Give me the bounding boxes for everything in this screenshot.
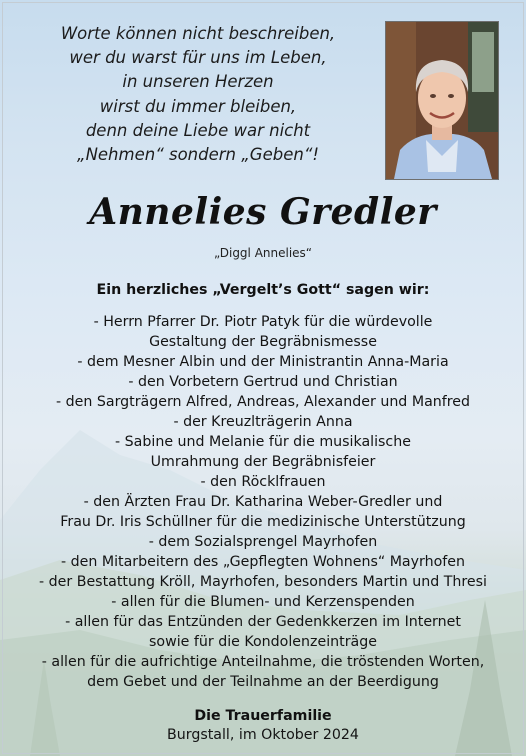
thanks-line: - den Vorbetern Gertrud und Christian bbox=[128, 374, 398, 390]
thanks-line: - allen für die Blumen- und Kerzenspenden bbox=[111, 594, 415, 610]
poem-line: in unseren Herzen bbox=[122, 72, 274, 92]
poem-line: Worte können nicht beschreiben, bbox=[60, 24, 336, 43]
thanks-line: - Herrn Pfarrer Dr. Piotr Patyk für die würdevolle bbox=[93, 314, 433, 330]
signature-place-date: Burgstall, im Oktober 2024 bbox=[167, 727, 359, 743]
thanks-list bbox=[0, 312, 526, 692]
signature-family: Die Trauerfamilie bbox=[194, 708, 332, 724]
poem-line: denn deine Liebe war nicht bbox=[85, 120, 311, 140]
thanks-line: - den Röcklfrauen bbox=[200, 474, 326, 490]
thanks-line: Umrahmung der Begräbnisfeier bbox=[150, 454, 376, 470]
thanks-line: - dem Sozialsprengel Mayrhofen bbox=[148, 534, 378, 550]
thanks-line: Frau Dr. Iris Schüllner für die medizinische Unterstützung bbox=[60, 514, 466, 530]
poem-line: wer du warst für uns im Leben, bbox=[69, 48, 327, 68]
thanks-line: - den Sargträgern Alfred, Andreas, Alexander und Manfred bbox=[56, 394, 470, 410]
thanks-line: Gestaltung der Begräbnismesse bbox=[149, 334, 377, 350]
thanks-line: - den Mitarbeitern des „Gepflegten Wohnens“ Mayrhofen bbox=[61, 554, 465, 570]
thanks-line: sowie für die Kondolenzeinträge bbox=[149, 634, 377, 650]
poem-line: wirst du immer bleiben, bbox=[99, 96, 297, 116]
portrait-photo bbox=[385, 21, 499, 180]
thanks-line: - Sabine und Melanie für die musikalische bbox=[115, 434, 411, 450]
memorial-poem bbox=[38, 22, 358, 167]
thanks-line: - dem Mesner Albin und der Ministrantin Anna-Maria bbox=[77, 354, 449, 370]
thanks-heading: Ein herzliches „Vergelt’s Gott“ sagen wir: bbox=[96, 282, 430, 298]
deceased-nickname: „Diggl Annelies“ bbox=[213, 246, 313, 260]
thanks-line: - der Bestattung Kröll, Mayrhofen, besonders Martin und Thresi bbox=[39, 574, 487, 590]
thanks-line: - den Ärzten Frau Dr. Katharina Weber-Gredler und bbox=[83, 494, 443, 510]
thanks-line: - allen für die aufrichtige Anteilnahme, die tröstenden Worten, bbox=[41, 654, 485, 670]
thanks-line: - der Kreuzlträgerin Anna bbox=[173, 414, 353, 430]
thanks-line: dem Gebet und der Teilnahme an der Beerdigung bbox=[87, 674, 439, 690]
thanks-line: - allen für das Entzünden der Gedenkkerzen im Internet bbox=[65, 614, 461, 630]
deceased-name: Annelies Gredler bbox=[89, 191, 437, 233]
poem-line: „Nehmen“ sondern „Geben“! bbox=[77, 145, 319, 165]
